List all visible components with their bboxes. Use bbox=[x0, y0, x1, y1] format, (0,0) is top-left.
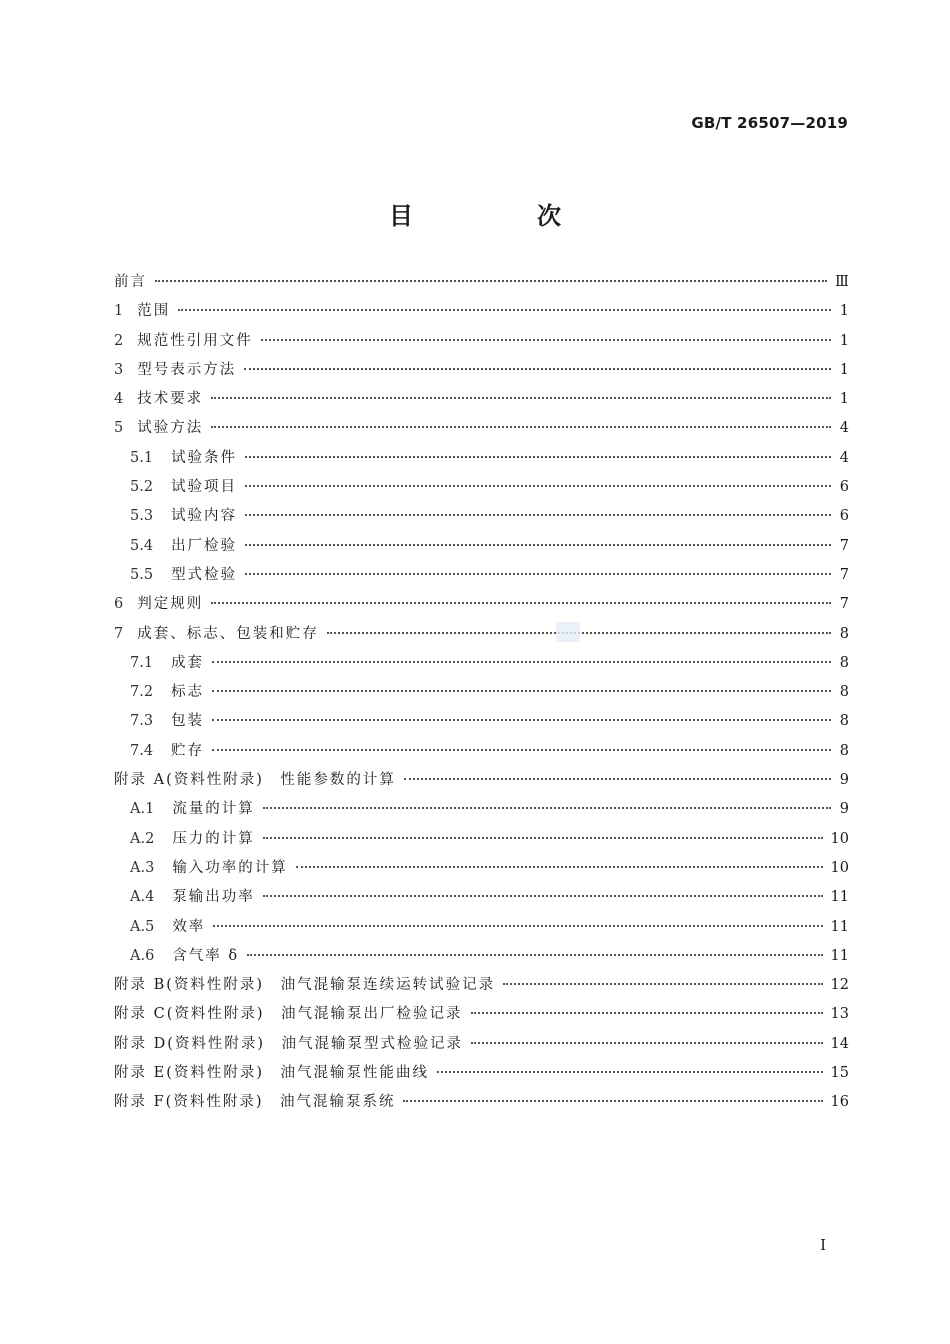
toc-entry-number: 7.1 bbox=[130, 654, 154, 671]
toc-entry-title: 含气率 δ bbox=[172, 947, 240, 964]
toc-entry-number: 7 bbox=[114, 625, 124, 642]
toc-leader-dots bbox=[403, 1099, 822, 1102]
toc-entry[interactable] bbox=[114, 827, 849, 856]
toc-leader-dots bbox=[211, 601, 831, 604]
toc-entry-page: 15 bbox=[830, 1065, 849, 1082]
toc-entry-title: 附录 A(资料性附录) 性能参数的计算 bbox=[114, 772, 396, 789]
toc-entry-page: 8 bbox=[839, 654, 849, 671]
toc-entry[interactable] bbox=[114, 270, 849, 299]
toc-leader-dots bbox=[244, 367, 831, 370]
toc-leader-dots bbox=[211, 425, 831, 428]
toc-entry[interactable] bbox=[114, 944, 849, 973]
toc-entry-title: 试验内容 bbox=[171, 508, 238, 525]
toc-entry-title: 范围 bbox=[137, 303, 171, 320]
toc-entry-number: 5.4 bbox=[130, 537, 154, 554]
toc-entry-number: A.4 bbox=[130, 889, 155, 906]
toc-entry[interactable] bbox=[114, 797, 849, 826]
toc-entry-title: 附录 F(资料性附录) 油气混输泵系统 bbox=[114, 1094, 396, 1111]
toc-leader-dots bbox=[503, 982, 822, 985]
page-number: I bbox=[820, 1236, 826, 1254]
toc-entry-title: 泵输出功率 bbox=[172, 889, 255, 906]
toc-entry-title: 前言 bbox=[114, 274, 147, 290]
toc-entry-title: 输入功率的计算 bbox=[172, 859, 288, 876]
toc-leader-dots bbox=[212, 718, 831, 721]
standard-code: GB/T 26507—2019 bbox=[691, 114, 848, 132]
toc-entry-page: 8 bbox=[839, 625, 849, 642]
table-of-contents bbox=[114, 270, 849, 1120]
toc-entry-page: 7 bbox=[839, 566, 849, 583]
toc-entry-title: 附录 B(资料性附录) 油气混输泵连续运转试验记录 bbox=[114, 977, 496, 994]
toc-entry-number: A.6 bbox=[130, 947, 155, 964]
toc-entry-page: Ⅲ bbox=[835, 274, 849, 290]
toc-entry-page: 16 bbox=[830, 1094, 849, 1111]
toc-entry-number: 7.2 bbox=[130, 684, 154, 701]
toc-entry-page: 1 bbox=[839, 361, 849, 378]
toc-leader-dots bbox=[212, 660, 831, 663]
toc-entry-number: A.3 bbox=[130, 859, 155, 876]
toc-entry[interactable] bbox=[114, 534, 849, 563]
toc-entry-number: 3 bbox=[114, 361, 124, 378]
toc-entry-page: 10 bbox=[830, 859, 849, 876]
toc-entry-page: 1 bbox=[839, 303, 849, 320]
toc-entry-page: 11 bbox=[830, 889, 849, 906]
toc-entry[interactable] bbox=[114, 446, 849, 475]
toc-entry[interactable] bbox=[114, 329, 849, 358]
toc-entry-number: A.1 bbox=[130, 801, 155, 818]
toc-entry-page: 1 bbox=[839, 332, 849, 349]
toc-entry-page: 9 bbox=[839, 801, 849, 818]
toc-entry-page: 4 bbox=[839, 449, 849, 466]
toc-entry-page: 14 bbox=[830, 1035, 849, 1052]
toc-entry[interactable] bbox=[114, 299, 849, 328]
toc-entry-page: 7 bbox=[839, 537, 849, 554]
toc-entry-title: 规范性引用文件 bbox=[137, 332, 253, 349]
toc-entry-title: 附录 C(资料性附录) 油气混输泵出厂检验记录 bbox=[114, 1006, 463, 1023]
toc-entry[interactable] bbox=[114, 856, 849, 885]
toc-leader-dots bbox=[247, 953, 822, 956]
toc-entry-number: 4 bbox=[114, 391, 124, 408]
toc-entry[interactable] bbox=[114, 768, 849, 797]
toc-entry-number: 6 bbox=[114, 596, 124, 613]
toc-leader-dots bbox=[245, 484, 831, 487]
toc-entry-page: 8 bbox=[839, 713, 849, 730]
toc-entry-page: 12 bbox=[830, 977, 849, 994]
toc-leader-dots bbox=[245, 455, 831, 458]
toc-entry-title: 试验方法 bbox=[137, 420, 204, 437]
toc-entry-number: A.5 bbox=[130, 918, 155, 935]
toc-entry-title: 标志 bbox=[171, 684, 205, 701]
toc-entry[interactable] bbox=[114, 1002, 849, 1031]
toc-entry-title: 附录 D(资料性附录) 油气混输泵型式检验记录 bbox=[114, 1035, 464, 1052]
toc-entry-number: 2 bbox=[114, 332, 124, 349]
toc-leader-dots bbox=[155, 279, 827, 282]
toc-entry-number: 5.3 bbox=[130, 508, 154, 525]
toc-entry[interactable] bbox=[114, 387, 849, 416]
toc-entry-number: 7.4 bbox=[130, 742, 154, 759]
toc-entry[interactable] bbox=[114, 358, 849, 387]
toc-entry[interactable] bbox=[114, 1061, 849, 1090]
toc-leader-dots bbox=[213, 924, 822, 927]
toc-entry-title: 试验条件 bbox=[171, 449, 238, 466]
toc-entry-title: 包装 bbox=[171, 713, 205, 730]
toc-leader-dots bbox=[296, 865, 823, 868]
toc-leader-dots bbox=[261, 338, 831, 341]
toc-entry-page: 8 bbox=[839, 742, 849, 759]
toc-entry-title: 附录 E(资料性附录) 油气混输泵性能曲线 bbox=[114, 1065, 430, 1082]
toc-leader-dots bbox=[212, 689, 831, 692]
toc-entry[interactable] bbox=[114, 973, 849, 1002]
toc-entry[interactable] bbox=[114, 622, 849, 651]
toc-leader-dots bbox=[263, 836, 823, 839]
toc-entry-number: 5.5 bbox=[130, 566, 154, 583]
toc-entry-title: 流量的计算 bbox=[172, 801, 255, 818]
page-title: 目 次 bbox=[389, 202, 611, 230]
toc-entry-number: 5.1 bbox=[130, 449, 154, 466]
toc-entry-title: 成套、标志、包装和贮存 bbox=[137, 625, 319, 642]
toc-leader-dots bbox=[404, 777, 831, 780]
toc-entry-page: 11 bbox=[830, 947, 849, 964]
toc-leader-dots bbox=[245, 572, 831, 575]
toc-entry-page: 9 bbox=[839, 772, 849, 789]
toc-entry[interactable] bbox=[114, 709, 849, 738]
toc-leader-dots bbox=[211, 396, 831, 399]
toc-entry[interactable] bbox=[114, 885, 849, 914]
toc-entry-page: 10 bbox=[830, 830, 849, 847]
toc-entry-number: 5.2 bbox=[130, 479, 154, 496]
toc-leader-dots bbox=[212, 748, 831, 751]
toc-entry[interactable] bbox=[114, 915, 849, 944]
toc-entry-number: 5 bbox=[114, 420, 124, 437]
toc-entry-page: 4 bbox=[839, 420, 849, 437]
toc-entry-page: 1 bbox=[839, 391, 849, 408]
toc-entry[interactable] bbox=[114, 739, 849, 768]
watermark-icon bbox=[556, 622, 580, 642]
toc-entry[interactable] bbox=[114, 651, 849, 680]
toc-entry-title: 判定规则 bbox=[137, 596, 204, 613]
toc-entry-title: 技术要求 bbox=[137, 391, 204, 408]
toc-leader-dots bbox=[263, 894, 823, 897]
toc-entry-page: 6 bbox=[839, 479, 849, 496]
toc-leader-dots bbox=[245, 513, 831, 516]
toc-leader-dots bbox=[471, 1011, 823, 1014]
toc-entry-title: 贮存 bbox=[171, 742, 205, 759]
toc-leader-dots bbox=[178, 308, 831, 311]
toc-entry[interactable] bbox=[114, 1032, 849, 1061]
toc-entry[interactable] bbox=[114, 416, 849, 445]
toc-leader-dots bbox=[245, 543, 831, 546]
toc-entry-title: 压力的计算 bbox=[172, 830, 255, 847]
toc-entry-title: 成套 bbox=[171, 654, 205, 671]
toc-entry-title: 型号表示方法 bbox=[137, 361, 237, 378]
toc-entry-title: 效率 bbox=[172, 918, 206, 935]
toc-entry-page: 13 bbox=[830, 1006, 849, 1023]
toc-leader-dots bbox=[437, 1070, 823, 1073]
toc-entry-title: 出厂检验 bbox=[171, 537, 238, 554]
toc-entry[interactable] bbox=[114, 563, 849, 592]
toc-entry-page: 7 bbox=[839, 596, 849, 613]
toc-leader-dots bbox=[471, 1041, 823, 1044]
toc-entry[interactable] bbox=[114, 680, 849, 709]
toc-entry[interactable] bbox=[114, 592, 849, 621]
toc-entry-number: 7.3 bbox=[130, 713, 154, 730]
toc-entry-page: 6 bbox=[839, 508, 849, 525]
toc-entry[interactable] bbox=[114, 504, 849, 533]
toc-entry-number: A.2 bbox=[130, 830, 155, 847]
toc-entry-page: 8 bbox=[839, 684, 849, 701]
toc-entry-number: 1 bbox=[114, 303, 124, 320]
toc-leader-dots bbox=[263, 806, 831, 809]
toc-entry[interactable] bbox=[114, 1090, 849, 1119]
toc-entry-title: 型式检验 bbox=[171, 566, 238, 583]
toc-entry-title: 试验项目 bbox=[171, 479, 238, 496]
toc-entry-page: 11 bbox=[830, 918, 849, 935]
toc-entry[interactable] bbox=[114, 475, 849, 504]
